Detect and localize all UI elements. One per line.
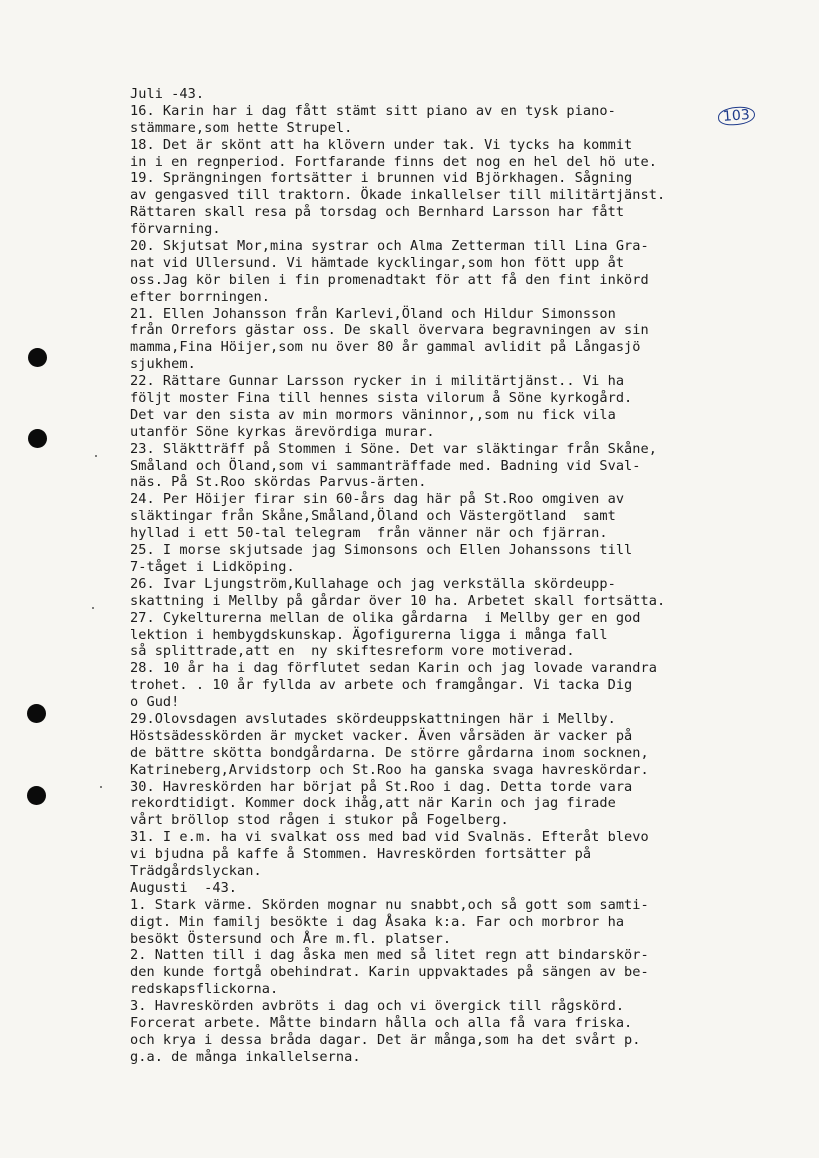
text-line: besökt Östersund och Åre m.fl. platser. (130, 930, 452, 947)
text-line: Rättaren skall resa på torsdag och Bernhard Larsson har fått (130, 204, 625, 221)
text-line: lektion i hembygdskunskap. Ägofigurerna ligga i många fall (130, 626, 608, 643)
punch-hole (27, 704, 46, 723)
text-line: de bättre skötta bondgårdarna. De större gårdarna inom socknen, (130, 744, 649, 761)
handwritten-page-number: 103 (717, 106, 755, 127)
text-line: 25. I morse skjutsade jag Simonsons och Ellen Johanssons till (130, 542, 633, 559)
text-line: Trädgårdslyckan. (130, 862, 262, 879)
text-line: 3. Havreskörden avbröts i dag och vi övergick till rågskörd. (130, 998, 625, 1015)
text-line: utanför Söne kyrkas ärevördiga murar. (130, 423, 435, 440)
text-line: näs. På St.Roo skördas Parvus-ärten. (130, 474, 427, 491)
text-line: 18. Det är skönt att ha klövern under tak. Vi tycks ha kommit (130, 136, 633, 153)
text-line: förvarning. (130, 221, 221, 238)
text-line: oss.Jag kör bilen i fin promenadtakt för att få den fint inkörd (130, 271, 649, 288)
text-line: Augusti -43. (130, 879, 238, 896)
text-line: 22. Rättare Gunnar Larsson rycker in i militärtjänst.. Vi ha (130, 373, 625, 390)
text-line: vårt bröllop stod rågen i stukor på Fogelberg. (130, 812, 509, 829)
punch-hole (27, 786, 46, 805)
text-line: 21. Ellen Johansson från Karlevi,Öland och Hildur Simonsson (130, 305, 616, 322)
text-line: efter borrningen. (130, 288, 270, 305)
text-line: 20. Skjutsat Mor,mina systrar och Alma Zetterman till Lina Gra- (130, 238, 649, 255)
text-line: 2. Natten till i dag åska men med så litet regn att bindarskör- (130, 947, 649, 964)
text-line: mamma,Fina Höijer,som nu över 80 år gammal avlidit på Långasjö (130, 339, 641, 356)
text-line: Forcerat arbete. Måtte bindarn hålla och alla få vara friska. (130, 1014, 633, 1031)
paper-speck (100, 786, 102, 788)
text-line: följt moster Fina till hennes sista vilorum å Söne kyrkogård. (130, 390, 633, 407)
paper-speck (92, 607, 94, 609)
text-line: av gengasved till traktorn. Ökade inkallelser till militärtjänst. (130, 187, 666, 204)
text-line: så splittrade,att en ny skiftesreform vore motiverad. (130, 643, 575, 660)
paper-speck (95, 455, 97, 457)
text-line: rekordtidigt. Kommer dock ihåg,att när Karin och jag firade (130, 795, 616, 812)
text-line: redskapsflickorna. (130, 981, 279, 998)
text-line: trohet. . 10 år fyllda av arbete och framgångar. Vi tacka Dig (130, 677, 633, 694)
typewritten-text (130, 86, 790, 1066)
text-line: 30. Havreskörden har börjat på St.Roo i dag. Detta torde vara (130, 778, 633, 795)
punch-hole (28, 348, 47, 367)
text-line: sjukhem. (130, 356, 196, 373)
text-line: 7-tåget i Lidköping. (130, 558, 295, 575)
text-line: och krya i dessa bråda dagar. Det är många,som ha det svårt p. (130, 1031, 641, 1048)
text-line: den kunde fortgå obehindrat. Karin uppvaktades på sängen av be- (130, 964, 649, 981)
text-line: stämmare,som hette Strupel. (130, 119, 353, 136)
text-line: 16. Karin har i dag fått stämt sitt piano av en tysk piano- (130, 102, 616, 119)
text-line: 31. I e.m. ha vi svalkat oss med bad vid Svalnäs. Efteråt blevo (130, 829, 649, 846)
text-line: Det var den sista av min mormors väninnor,,som nu fick vila (130, 406, 616, 423)
text-line: 19. Sprängningen fortsätter i brunnen vid Björkhagen. Sågning (130, 170, 633, 187)
text-line: in i en regnperiod. Fortfarande finns det nog en hel del hö ute. (130, 153, 657, 170)
text-line: g.a. de många inkallelserna. (130, 1048, 361, 1065)
text-line: nat vid Ullersund. Vi hämtade kycklingar,som hon fött upp åt (130, 254, 625, 271)
text-line: vi bjudna på kaffe å Stommen. Havreskörden fortsätter på (130, 846, 592, 863)
text-line: 23. Släktträff på Stommen i Söne. Det var släktingar från Skåne, (130, 440, 657, 457)
text-line: 28. 10 år ha i dag förflutet sedan Karin och jag lovade varandra (130, 660, 657, 677)
text-line: Småland och Öland,som vi sammanträffade med. Badning vid Sval- (130, 457, 641, 474)
text-line: Juli -43. (130, 86, 205, 102)
punch-hole (28, 429, 47, 448)
text-line: 26. Ivar Ljungström,Kullahage och jag verkställa skördeupp- (130, 575, 616, 592)
text-line: 29.Olovsdagen avslutades skördeuppskattningen här i Mellby. (130, 710, 616, 727)
text-line: hyllad i ett 50-tal telegram från vänner när och fjärran. (130, 525, 608, 542)
text-line: o Gud! (130, 694, 180, 711)
text-line: Höstsädesskörden är mycket vacker. Även vårsäden är vacker på (130, 727, 633, 744)
text-line: skattning i Mellby på gårdar över 10 ha. Arbetet skall fortsätta. (130, 592, 666, 609)
text-line: digt. Min familj besökte i dag Åsaka k:a. Far och morbror ha (130, 913, 625, 930)
text-line: från Orrefors gästar oss. De skall övervara begravningen av sin (130, 322, 649, 339)
text-line: 24. Per Höijer firar sin 60-års dag här på St.Roo omgiven av (130, 491, 625, 508)
text-line: Katrineberg,Arvidstorp och St.Roo ha ganska svaga havreskördar. (130, 761, 649, 778)
text-line: släktingar från Skåne,Småland,Öland och Västergötland samt (130, 508, 616, 525)
text-line: 27. Cykelturerna mellan de olika gårdarna i Mellby ger en god (130, 609, 641, 626)
text-line: 1. Stark värme. Skörden mognar nu snabbt,och så gott som samti- (130, 896, 649, 913)
